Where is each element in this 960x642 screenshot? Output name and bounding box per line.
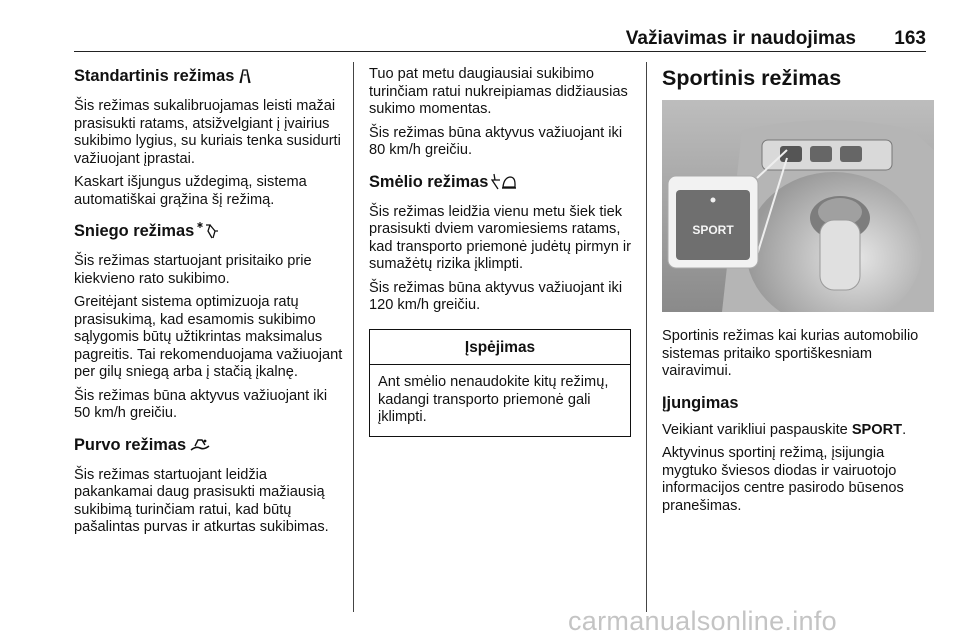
mud-mode-icon bbox=[189, 437, 211, 458]
column-divider-2 bbox=[646, 62, 647, 612]
page-header bbox=[74, 28, 926, 50]
warning-box bbox=[369, 329, 631, 437]
activation-text-1: Veikiant varikliui paspauskite SPORT. bbox=[662, 421, 907, 438]
header-rule bbox=[74, 51, 926, 52]
sport-mode-caption: Sportinis režimas kai kurias automobilio sistemas pritaiko sportiškesniam vairavimui. bbox=[662, 328, 919, 379]
column-2 bbox=[369, 66, 631, 437]
sport-button-label: SPORT bbox=[692, 223, 734, 237]
snow-mode-text-2: Greitėjant sistema optimizuoja ratų prasisukimą, kad esamomis sukibimo sąlygomis būtų užtikrintas maksimalus pagreitis. Tai rekomenduojama važiuojant per gilų sniegą arba į stačią įkalnę. bbox=[74, 294, 343, 380]
page-number: 163 bbox=[894, 28, 926, 49]
mud-mode-text-3: Šis režimas būna aktyvus važiuojant iki 80 km/h greičiu. bbox=[369, 124, 623, 158]
snow-mode-heading: Sniego režimas bbox=[74, 221, 346, 244]
warning-text: Ant smėlio nenaudokite kitų režimų, kadangi transporto priemonė gali įklimpti. bbox=[378, 374, 609, 425]
mud-mode-text-1: Šis režimas startuojant leidžia pakankamai daug prasisukti mažiausią sukibimą turinčiam ratui, kad būtų pašalintas purvas ir atkurtas sukibimas. bbox=[74, 466, 329, 535]
standard-mode-heading: Standartinis režimas bbox=[74, 66, 346, 89]
snow-mode-icon bbox=[197, 221, 221, 244]
page-title: Važiavimas ir naudojimas bbox=[625, 28, 856, 49]
column-1 bbox=[74, 66, 346, 543]
sand-mode-icon bbox=[491, 172, 517, 195]
mud-mode-heading: Purvo režimas bbox=[74, 435, 346, 458]
sport-button-reference: SPORT bbox=[851, 421, 903, 438]
snow-mode-text-1: Šis režimas startuojant prisitaiko prie kiekvieno rato sukibimo. bbox=[74, 253, 312, 287]
sport-mode-heading: Sportinis režimas bbox=[662, 66, 842, 90]
column-3 bbox=[662, 66, 932, 521]
sport-button-photo bbox=[662, 100, 934, 312]
sand-mode-heading: Smėlio režimas bbox=[369, 172, 631, 195]
sand-mode-text-2: Šis režimas būna aktyvus važiuojant iki 120 km/h greičiu. bbox=[369, 279, 623, 313]
standard-mode-text-1: Šis režimas sukalibruojamas leisti mažai prasisukti ratams, atsižvelgiant į įvairius sukibimo lygius, su kuriais tenka susidurti važiuojant įprastai. bbox=[74, 98, 341, 167]
sand-mode-text-1: Šis režimas leidžia vienu metu šiek tiek prasisukti dviem varomiesiems ratams, kad transporto priemonė judėtų pirmyn ir sumažėtų rizika įklimpti. bbox=[369, 203, 632, 272]
column-divider-1 bbox=[353, 62, 354, 612]
mud-mode-text-2: Tuo pat metu daugiausiai sukibimo turinčiam ratui nukreipiamas didžiausias sukimo momentas. bbox=[369, 66, 628, 117]
standard-mode-icon bbox=[237, 68, 253, 89]
watermark: carmanualsonline.info bbox=[568, 606, 837, 636]
snow-mode-text-3: Šis režimas būna aktyvus važiuojant iki 50 km/h greičiu. bbox=[74, 387, 328, 421]
activation-heading: Įjungimas bbox=[662, 393, 739, 412]
warning-title: Įspėjimas bbox=[370, 330, 630, 366]
activation-text-2: Aktyvinus sportinį režimą, įsijungia mygtuko šviesos diodas ir vairuotojo informacijos centre pasirodo būsenos pranešimas. bbox=[662, 445, 904, 514]
standard-mode-text-2: Kaskart išjungus uždegimą, sistema automatiškai grąžina šį režimą. bbox=[74, 174, 307, 208]
